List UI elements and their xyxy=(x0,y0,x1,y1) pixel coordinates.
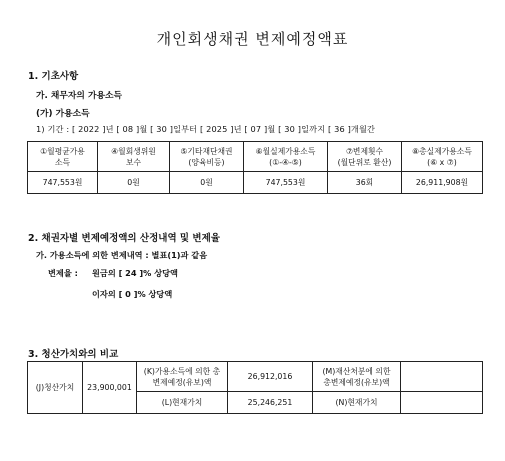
value-cell: 747,553원 xyxy=(244,172,328,194)
income-table-header-row xyxy=(28,142,483,172)
n-value-cell xyxy=(401,392,483,414)
n-label-cell: (N)현재가치 xyxy=(313,392,401,414)
header-cell: ①월평균가용 소득 xyxy=(28,142,98,172)
section1-heading: 1. 기초사항 xyxy=(28,71,79,82)
header-cell: ⑥월실제가용소득 (①-④-⑤) xyxy=(244,142,328,172)
rate-label: 변제율 : xyxy=(48,268,78,278)
m-value-cell xyxy=(401,362,483,392)
interest-rate: 이자의 [ 0 ]% 상당액 xyxy=(92,289,173,299)
section2-sub-a: 가. 가용소득에 의한 변제내역 : 별표(1)과 같음 xyxy=(36,250,208,260)
value-cell: 0원 xyxy=(98,172,170,194)
k-value-cell: 26,912,016 xyxy=(228,362,313,392)
header-cell: ④월회생위원 보수 xyxy=(98,142,170,172)
section2-heading: 2. 채권자별 변제예정액의 산정내역 및 변제율 xyxy=(28,233,220,244)
value-cell: 26,911,908원 xyxy=(402,172,483,194)
section3-heading: 3. 청산가치와의 비교 xyxy=(28,349,119,360)
liquidation-row-1 xyxy=(28,362,483,392)
income-table xyxy=(27,141,483,194)
page-title: 개인회생채권 변제예정액표 xyxy=(156,30,349,48)
value-cell: 747,553원 xyxy=(28,172,98,194)
principal-rate: 원금의 [ 24 ]% 상당액 xyxy=(92,268,178,278)
value-cell: 0원 xyxy=(170,172,244,194)
k-label-cell: (K)가용소득에 의한 총 변제예정(유보)액 xyxy=(137,362,228,392)
value-cell: 36회 xyxy=(328,172,402,194)
liquidation-table xyxy=(27,361,483,414)
section1-sub-ga: (가) 가용소득 xyxy=(36,109,90,119)
l-value-cell: 25,246,251 xyxy=(228,392,313,414)
header-cell: ⑤기타재단채권 (양육비등) xyxy=(170,142,244,172)
header-cell: ⑧총실제가용소득 (⑥ x ⑦) xyxy=(402,142,483,172)
j-label-cell: (J)청산가치 xyxy=(28,362,83,414)
header-cell: ⑦변제횟수 (월단위로 환산) xyxy=(328,142,402,172)
j-value-cell: 23,900,001 xyxy=(83,362,137,414)
income-table-value-row xyxy=(28,172,483,194)
m-label-cell: (M)재산처분에 의한 총변제예정(유보)액 xyxy=(313,362,401,392)
l-label-cell: (L)현재가치 xyxy=(137,392,228,414)
period-line: 1) 기간 : [ 2022 ]년 [ 08 ]월 [ 30 ]일부터 [ 2025 ]년 [ 07 ]월 [ 30 ]일까지 [ 36 ]개월간 xyxy=(36,124,376,134)
section1-sub-a: 가. 채무자의 가용소득 xyxy=(36,91,122,101)
